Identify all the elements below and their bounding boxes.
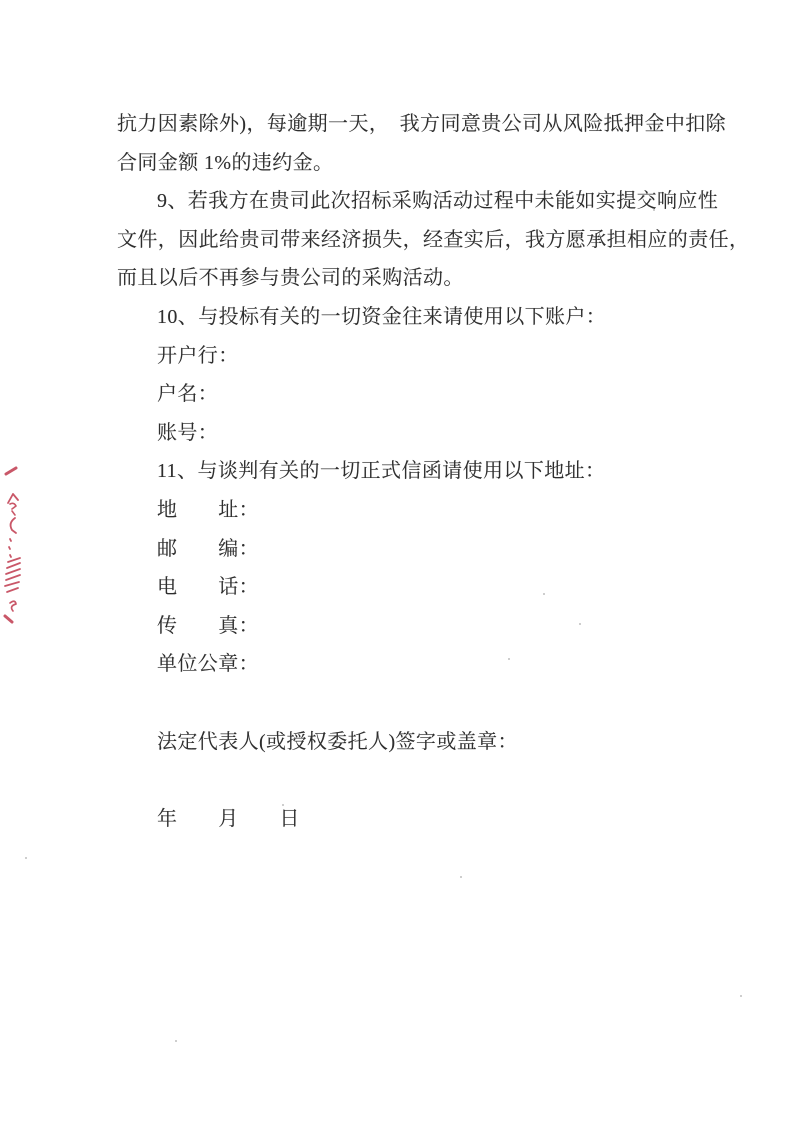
scan-noise-speck	[543, 593, 545, 595]
scan-noise-speck	[740, 995, 742, 997]
red-handwriting-mark	[0, 465, 36, 627]
field-telephone: 电 话：	[157, 576, 259, 599]
field-account-name: 户名：	[157, 383, 219, 406]
field-fax: 传 真：	[157, 614, 259, 637]
field-account-number: 账号：	[157, 421, 219, 444]
field-date-ymd: 年 月 日	[157, 807, 300, 830]
doc-line-continuation: 抗力因素除外)，每逾期一天， 我方同意贵公司从风险抵押金中扣除	[117, 113, 727, 135]
doc-line-item11: 11、与谈判有关的一切正式信函请使用以下地址：	[157, 460, 606, 483]
doc-line-item9-cont1: 文件，因此给贵司带来经济损失，经查实后，我方愿承担相应的责任，	[117, 228, 750, 251]
scan-noise-speck	[25, 857, 27, 859]
scan-noise-speck	[460, 876, 462, 878]
scan-noise-speck	[282, 804, 284, 806]
scan-noise-speck	[175, 1040, 177, 1042]
blank-line	[117, 684, 777, 723]
field-legal-rep-signature: 法定代表人(或授权委托人)签字或盖章：	[157, 730, 518, 753]
doc-line-penalty: 合同金额 1%的违约金。	[117, 151, 334, 174]
field-bank-name: 开户行：	[157, 344, 239, 367]
field-address: 地 址：	[157, 498, 259, 521]
blank-line	[117, 761, 777, 800]
scan-noise-speck	[653, 209, 655, 211]
scan-noise-speck	[508, 658, 510, 660]
doc-line-item9-cont2: 而且以后不再参与贵公司的采购活动。	[117, 267, 464, 290]
doc-line-item10: 10、与投标有关的一切资金往来请使用以下账户：	[157, 305, 607, 328]
field-postal-code: 邮 编：	[157, 537, 259, 560]
document-text-block	[117, 105, 777, 838]
scan-noise-speck	[579, 623, 581, 625]
scan-noise-speck	[640, 115, 642, 117]
doc-line-item9: 9、若我方在贵司此次招标采购活动过程中未能如实提交响应性	[157, 190, 719, 213]
field-company-seal: 单位公章：	[157, 653, 259, 676]
